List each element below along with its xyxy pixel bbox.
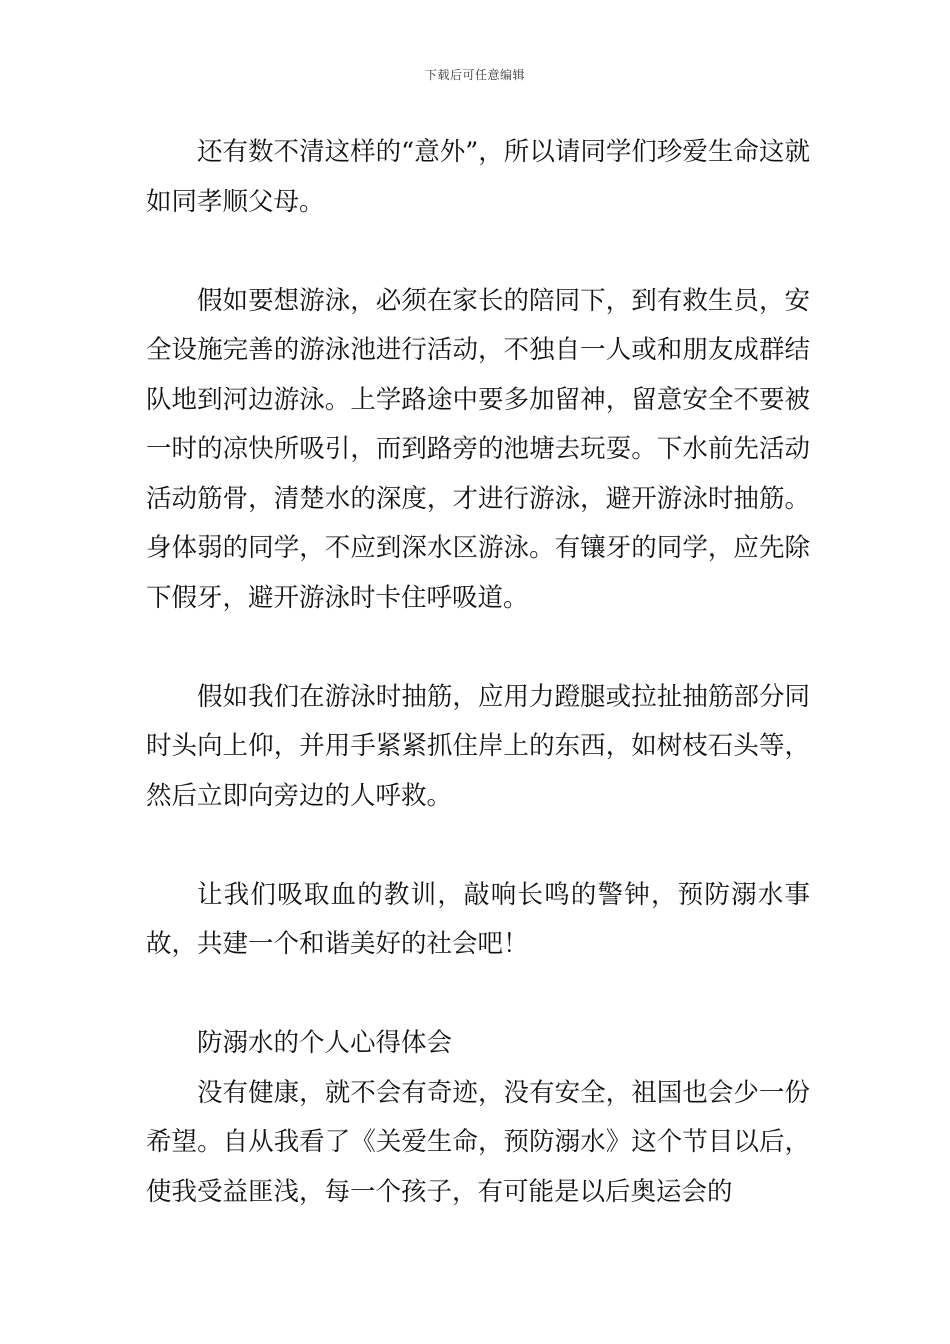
document-body: [146, 128, 810, 1217]
paragraph-call-to-action: 让我们吸取血的教训，敲响长鸣的警钟，预防溺水事故，共建一个和谐美好的社会吧！: [146, 879, 810, 959]
section-body: 没有健康，就不会有奇迹，没有安全，祖国也会少一份希望。自从我看了《关爱生命，预防溺水》这个节目以后，使我受益匪浅，每一个孩子，有可能是以后奥运会的: [146, 1077, 810, 1207]
paragraph-life-value: 还有数不清这样的“意外”，所以请同学们珍爱生命这就如同孝顺父母。: [146, 137, 810, 217]
section-title: 防溺水的个人心得体会: [197, 1028, 453, 1058]
paragraph-swimming-safety: 假如要想游泳，必须在家长的陪同下，到有救生员，安全设施完善的游泳池进行活动，不独自一人或和朋友成群结队地到河边游泳。上学路途中要多加留神，留意安全不要被一时的凉快所吸引，而到路旁的池塘去玩耍。下水前先活动活动筋骨，清楚水的深度，才进行游泳，避开游泳时抽筋。身体弱的同学，不应到深水区游泳。有镶牙的同学，应先除下假牙，避开游泳时卡住呼吸道。: [146, 285, 810, 613]
page-header: 下载后可任意编辑: [424, 68, 525, 82]
paragraph-cramp-response: 假如我们在游泳时抽筋，应用力蹬腿或拉扯抽筋部分同时头向上仰，并用手紧紧抓住岸上的东西，如树枝石头等，然后立即向旁边的人呼救。: [146, 681, 810, 811]
